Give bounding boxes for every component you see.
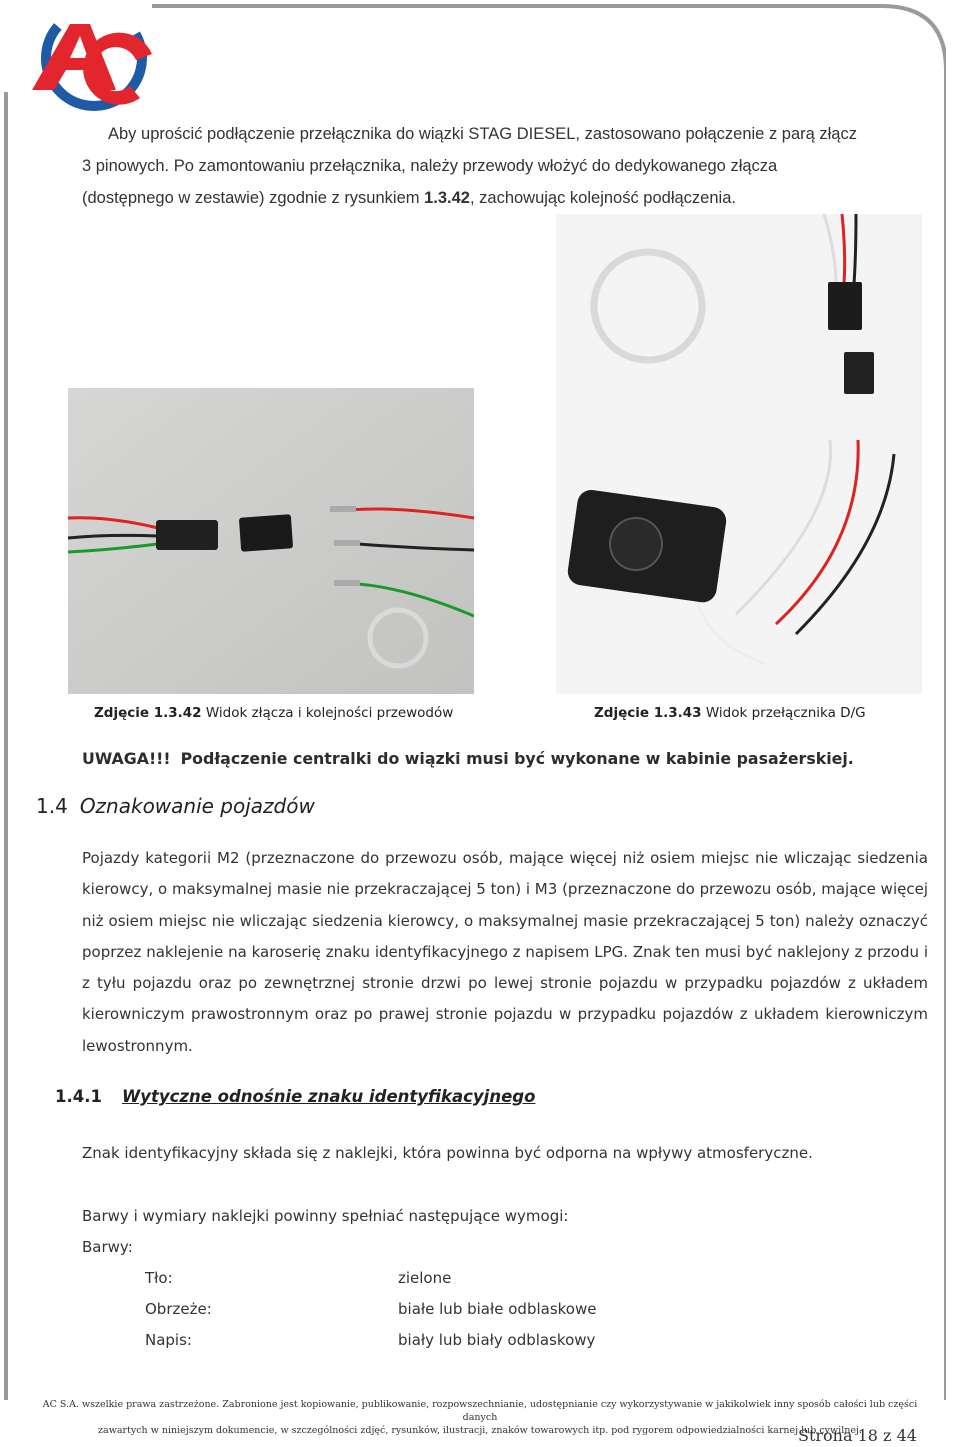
row-key-text: Napis: (145, 1331, 192, 1349)
footer-line-1: AC S.A. wszelkie prawa zastrzeżone. Zabronione jest kopiowanie, publikowanie, rozpowszechnianie, udostępnianie czy wykorzystywanie w jakikolwiek inny sposób całości lub części danych (42, 1399, 918, 1423)
photo-switch (556, 214, 922, 694)
warning-label: UWAGA!!! (82, 749, 171, 768)
caption-right (594, 705, 866, 721)
row-value-border: białe lub białe odblaskowe (398, 1300, 597, 1318)
caption-right-text: Widok przełącznika D/G (701, 705, 866, 721)
warning (82, 749, 854, 768)
intro-line-3-a: (dostępnego w zestawie) zgodnie z rysunkiem (82, 189, 425, 207)
figure-ref: 1.3.42 (424, 189, 470, 207)
caption-left (94, 705, 453, 721)
footer-legal (40, 1398, 920, 1437)
intro-line-1: Aby uprościć podłączenie przełącznika do wiązki STAG DIESEL, zastosowano połączenie z parą złącz (108, 125, 857, 143)
section-number: 1.4 (36, 794, 68, 818)
intro-line-3-b: , zachowując kolejność podłączenia. (469, 189, 736, 207)
intro-line-3 (82, 182, 928, 214)
subsection-text-2: Barwy i wymiary naklejki powinny spełniać następujące wymogi: (82, 1207, 569, 1225)
row-value-background: zielone (398, 1269, 452, 1287)
subsection-heading (55, 1087, 535, 1106)
row-key-background: Tło: (145, 1269, 173, 1287)
subsection-number: 1.4.1 (55, 1087, 102, 1106)
ac-logo (24, 6, 164, 118)
subsection-text-1: Znak identyfikacyjny składa się z naklejki, która powinna być odporna na wpływy atmosferyczne. (82, 1144, 813, 1162)
intro-line-2: 3 pinowych. Po zamontowaniu przełącznika, należy przewody włożyć do dedykowanego złącza (82, 157, 778, 175)
section-title: Oznakowanie pojazdów (79, 794, 315, 818)
colors-label: Barwy: (82, 1238, 133, 1256)
warning-text: Podłączenie centralki do wiązki musi być wykonane w kabinie pasażerskiej. (180, 749, 854, 768)
caption-left-label: Zdjęcie 1.3.42 (94, 705, 202, 721)
subsection-title: Wytyczne odnośnie znaku identyfikacyjnego (121, 1087, 536, 1106)
caption-left-text: Widok złącza i kolejności przewodów (201, 705, 454, 721)
photo-connectors (68, 388, 474, 694)
section-paragraph: Pojazdy kategorii M2 (przeznaczone do przewozu osób, mające więcej niż osiem miejsc nie wliczając siedzenia kierowcy, o maksymalnej masie nie przekraczającej 5 ton) i M3 (przeznaczone do przewozu osób, mające więcej niż osiem miejsc nie wliczając siedzenia kierowcy, o maksymalnej masie przekraczającej 5 ton) należy oznaczyć poprzez naklejenie na karoserię znaku identyfikacyjnego z napisem LPG. Znak ten musi być naklejony z przodu i z tyłu pojazdu oraz po zewnętrznej stronie drzwi po lewej stronie pojazdu w przypadku pojazdów z układem kierowniczym prawostronnym oraz po prawej stronie pojazdu w przypadku pojazdów z układem kierowniczym lewostronnym. (82, 849, 928, 1055)
intro-paragraph (82, 118, 928, 214)
footer-line-2: zawartych w niniejszym dokumencie, w szczególności zdjęć, rysunków, ilustracji, znaków towarowych itp. pod rygorem odpowiedzialności karnej lub cywilnej. (98, 1425, 862, 1436)
caption-right-label: Zdjęcie 1.3.43 (594, 705, 702, 721)
page-number: Strona 18 z 44 (798, 1426, 917, 1445)
section-heading (36, 794, 315, 818)
row-key-border: Obrzeże: (145, 1300, 212, 1318)
row-value-text: biały lub biały odblaskowy (398, 1331, 596, 1349)
